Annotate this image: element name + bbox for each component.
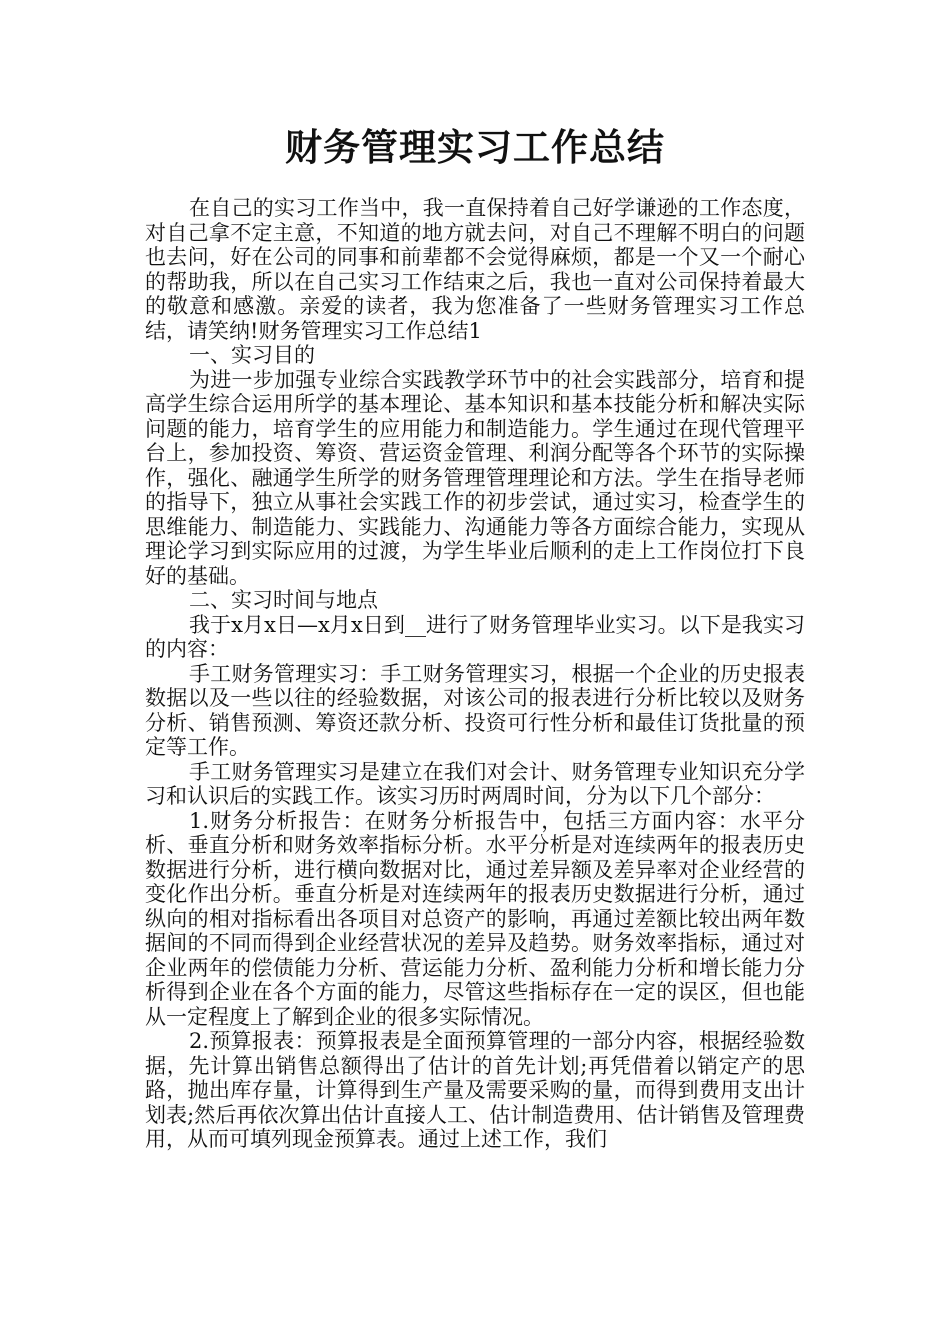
time-place-paragraph: 我于x月x日—x月x日到__进行了财务管理毕业实习。以下是我实习的内容： [145, 612, 805, 661]
section-heading-purpose: 一、实习目的 [189, 343, 315, 367]
practice-overview-paragraph: 手工财务管理实习是建立在我们对会计、财务管理专业知识充分学习和认识后的实践工作。该实习历时两周时间，分为以下几个部分： [145, 759, 805, 808]
budget-report-paragraph: 2.预算报表：预算报表是全面预算管理的一部分内容，根据经验数据，先计算出销售总额得出了估计的首先计划;再凭借着以销定产的思路，抛出库存量，计算得到生产量及需要采购的量，而得到费用支出计划表;然后再依次算出估计直接人工、估计制造费用、估计销售及管理费用，从而可填列现金预算表。通过上述工作，我们 [145, 1029, 805, 1151]
document-title: 财务管理实习工作总结 [285, 126, 665, 169]
intro-paragraph: 在自己的实习工作当中，我一直保持着自己好学谦逊的工作态度，对自己拿不定主意，不知道的地方就去问，对自己不理解不明白的问题也去问，好在公司的同事和前辈都不会觉得麻烦，都是一个又一个耐心的帮助我，所以在自己实习工作结束之后，我也一直对公司保持着最大的敬意和感激。亲爱的读者，我为您准备了一些财务管理实习工作总结，请笑纳!财务管理实习工作总结1 [145, 196, 805, 343]
manual-practice-paragraph: 手工财务管理实习：手工财务管理实习，根据一个企业的历史报表数据以及一些以往的经验数据，对该公司的报表进行分析比较以及财务分析、销售预测、筹资还款分析、投资可行性分析和最佳订货批量的预定等工作。 [145, 661, 805, 759]
document-page [145, 118, 805, 1152]
financial-analysis-paragraph: 1.财务分析报告：在财务分析报告中，包括三方面内容：水平分析、垂直分析和财务效率指标分析。水平分析是对连续两年的报表历史数据进行分析，进行横向数据对比，通过差异额及差异率对企业经营的变化作出分析。垂直分析是对连续两年的报表历史数据进行分析，通过纵向的相对指标看出各项目对总资产的影响，再通过差额比较出两年数据间的不同而得到企业经营状况的差异及趋势。财务效率指标，通过对企业两年的偿债能力分析、营运能力分析、盈利能力分析和增长能力分析得到企业在各个方面的能力，尽管这些指标存在一定的误区，但也能从一定程度上了解到企业的很多实际情况。 [145, 808, 805, 1029]
purpose-paragraph: 为进一步加强专业综合实践教学环节中的社会实践部分，培育和提高学生综合运用所学的基本理论、基本知识和基本技能分析和解决实际问题的能力，培育学生的应用能力和制造能力。学生通过在现代管理平台上，参加投资、筹资、营运资金管理、利润分配等各个环节的实际操作，强化、融通学生所学的财务管理管理理论和方法。学生在指导老师的指导下，独立从事社会实践工作的初步尝试，通过实习，检查学生的思维能力、制造能力、实践能力、沟通能力等各方面综合能力，实现从理论学习到实际应用的过渡，为学生毕业后顺利的走上工作岗位打下良好的基础。 [145, 367, 805, 588]
section-heading-time-place: 二、实习时间与地点 [189, 588, 378, 612]
